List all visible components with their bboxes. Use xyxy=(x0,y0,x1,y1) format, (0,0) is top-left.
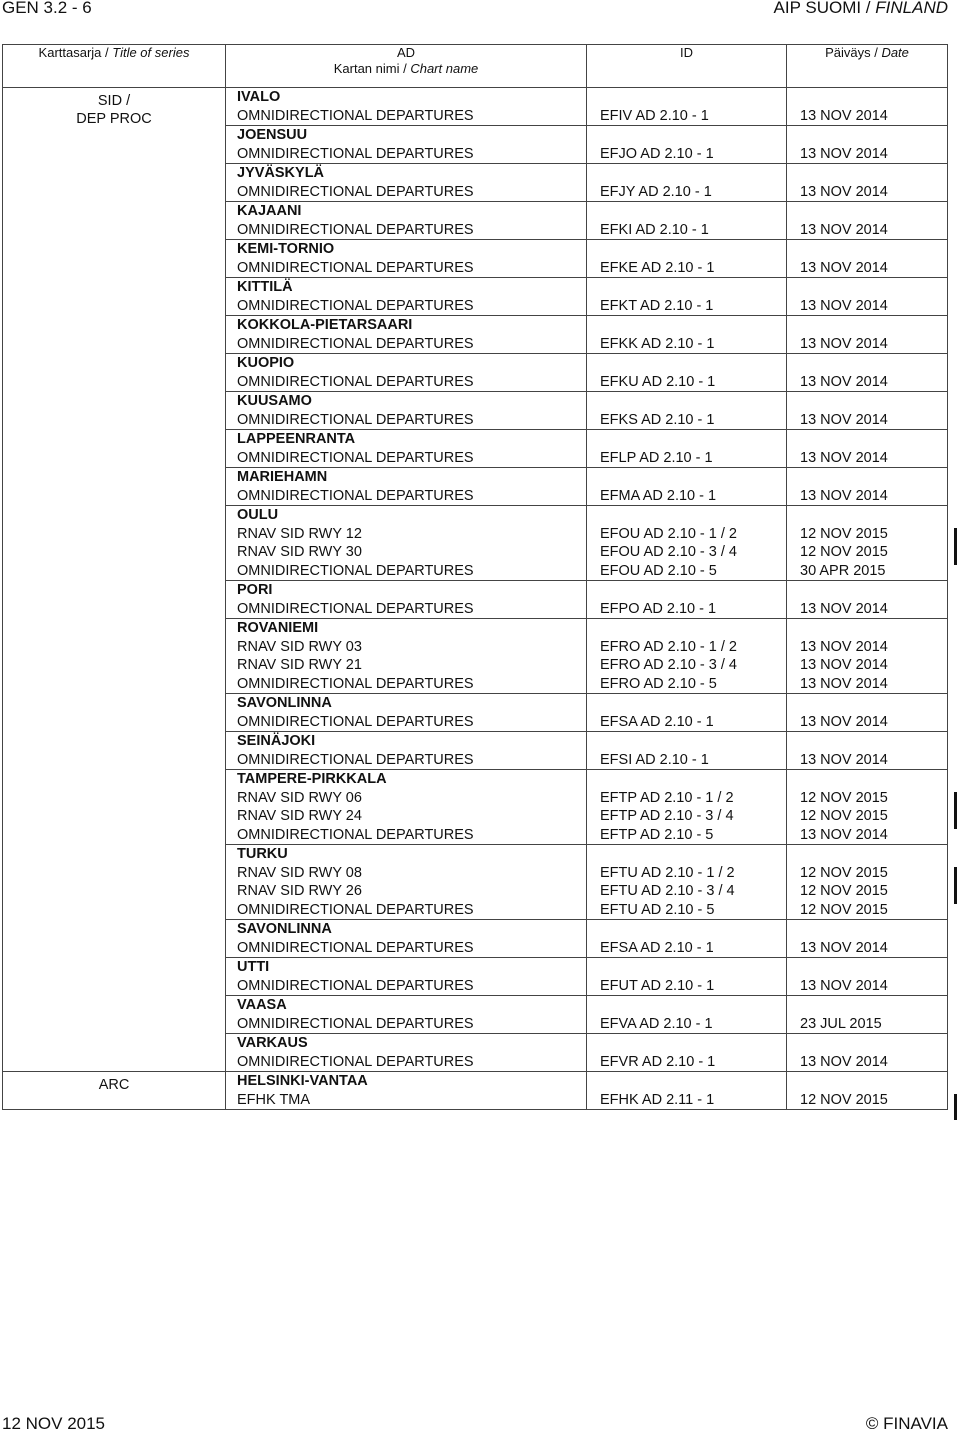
aerodrome-name: SAVONLINNA xyxy=(237,921,332,937)
chart-name-cell xyxy=(226,468,587,506)
chart-name: RNAV SID RWY 06 xyxy=(237,789,362,806)
header-date-fi: Päiväys / xyxy=(825,45,882,60)
chart-date: 13 NOV 2014 xyxy=(800,259,888,276)
publication-country: FINLAND xyxy=(875,0,948,17)
table-row xyxy=(3,1072,948,1110)
chart-date: 12 NOV 2015 xyxy=(800,864,888,881)
table-header-row xyxy=(3,45,948,88)
aerodrome-name: KAJAANI xyxy=(237,203,302,219)
chart-date: 13 NOV 2014 xyxy=(800,638,888,655)
aerodrome-name: TAMPERE-PIRKKALA xyxy=(237,771,387,787)
header-date xyxy=(787,45,948,88)
chart-name-cell xyxy=(226,619,587,694)
chart-id: EFUT AD 2.10 - 1 xyxy=(600,977,715,994)
chart-id: EFTP AD 2.10 - 5 xyxy=(600,826,714,843)
chart-id: EFJY AD 2.10 - 1 xyxy=(600,183,712,200)
chart-date: 12 NOV 2015 xyxy=(800,901,888,918)
chart-name: RNAV SID RWY 24 xyxy=(237,808,362,824)
chart-date-cell xyxy=(787,1072,948,1110)
header-id: ID xyxy=(587,45,787,88)
header-title-of-series xyxy=(3,45,226,88)
chart-name: OMNIDIRECTIONAL DEPARTURES xyxy=(237,1053,474,1070)
chart-id: EFMA AD 2.10 - 1 xyxy=(600,487,717,504)
chart-id-cell xyxy=(587,506,787,581)
chart-name: OMNIDIRECTIONAL DEPARTURES xyxy=(237,259,474,276)
chart-date-cell xyxy=(787,770,948,845)
chart-name-cell xyxy=(226,506,587,581)
aerodrome-name: UTTI xyxy=(237,959,270,975)
aerodrome-name: VAASA xyxy=(237,997,287,1013)
chart-id: EFTU AD 2.10 - 1 / 2 xyxy=(600,864,735,881)
chart-date-cell xyxy=(787,164,948,202)
chart-id-cell xyxy=(587,996,787,1034)
aerodrome-name: KEMI-TORNIO xyxy=(237,241,335,257)
chart-date-cell xyxy=(787,619,948,694)
chart-id-cell xyxy=(587,694,787,732)
chart-date: 13 NOV 2014 xyxy=(800,939,888,956)
aerodrome-name: OULU xyxy=(237,507,279,523)
chart-id: EFOU AD 2.10 - 3 / 4 xyxy=(600,544,737,560)
chart-date: 13 NOV 2014 xyxy=(800,713,888,730)
chart-date-cell xyxy=(787,392,948,430)
aerodrome-name: SEINÄJOKI xyxy=(237,733,316,749)
chart-id: EFRO AD 2.10 - 5 xyxy=(600,675,717,692)
chart-id: EFOU AD 2.10 - 1 / 2 xyxy=(600,525,737,542)
chart-id: EFVA AD 2.10 - 1 xyxy=(600,1015,713,1032)
chart-name-cell xyxy=(226,354,587,392)
chart-name-cell xyxy=(226,732,587,770)
chart-id-cell xyxy=(587,920,787,958)
chart-id: EFKI AD 2.10 - 1 xyxy=(600,221,709,238)
chart-name: OMNIDIRECTIONAL DEPARTURES xyxy=(237,221,474,238)
chart-name: RNAV SID RWY 12 xyxy=(237,525,362,542)
chart-id: EFKK AD 2.10 - 1 xyxy=(600,335,715,352)
chart-name-cell xyxy=(226,164,587,202)
chart-date-cell xyxy=(787,732,948,770)
chart-date: 13 NOV 2014 xyxy=(800,411,888,428)
chart-id-cell xyxy=(587,1072,787,1110)
chart-id: EFTP AD 2.10 - 3 / 4 xyxy=(600,808,734,824)
aerodrome-name: KUOPIO xyxy=(237,355,295,371)
chart-id-cell xyxy=(587,354,787,392)
aerodrome-name: TURKU xyxy=(237,846,288,862)
chart-date-cell xyxy=(787,506,948,581)
chart-id: EFSI AD 2.10 - 1 xyxy=(600,751,709,768)
chart-name-cell xyxy=(226,845,587,920)
chart-name: RNAV SID RWY 21 xyxy=(237,657,362,673)
chart-name-cell xyxy=(226,958,587,996)
chart-id: EFRO AD 2.10 - 1 / 2 xyxy=(600,638,737,655)
chart-date-cell xyxy=(787,278,948,316)
chart-name-cell xyxy=(226,316,587,354)
amendment-bar xyxy=(954,1094,957,1120)
chart-name: OMNIDIRECTIONAL DEPARTURES xyxy=(237,562,474,579)
page-number: GEN 3.2 - 6 xyxy=(2,0,92,17)
chart-id-cell xyxy=(587,240,787,278)
chart-date-cell xyxy=(787,845,948,920)
chart-name: OMNIDIRECTIONAL DEPARTURES xyxy=(237,335,474,352)
chart-name: RNAV SID RWY 03 xyxy=(237,638,362,655)
chart-name: OMNIDIRECTIONAL DEPARTURES xyxy=(237,826,474,843)
chart-index-table xyxy=(2,44,948,1110)
chart-name: OMNIDIRECTIONAL DEPARTURES xyxy=(237,297,474,314)
header-chart-fi: Kartan nimi / xyxy=(333,61,411,76)
chart-name: RNAV SID RWY 26 xyxy=(237,883,362,899)
chart-id-cell xyxy=(587,88,787,126)
chart-name-cell xyxy=(226,770,587,845)
chart-id-cell xyxy=(587,392,787,430)
chart-id-cell xyxy=(587,619,787,694)
chart-date-cell xyxy=(787,126,948,164)
chart-date: 23 JUL 2015 xyxy=(800,1015,882,1032)
chart-date: 13 NOV 2014 xyxy=(800,977,888,994)
chart-date: 12 NOV 2015 xyxy=(800,808,888,824)
header-date-en: Date xyxy=(881,45,909,60)
chart-date: 13 NOV 2014 xyxy=(800,373,888,390)
publication-prefix: AIP SUOMI / xyxy=(773,0,876,17)
chart-id: EFSA AD 2.10 - 1 xyxy=(600,713,714,730)
chart-name: OMNIDIRECTIONAL DEPARTURES xyxy=(237,939,474,956)
chart-id: EFPO AD 2.10 - 1 xyxy=(600,600,717,617)
aerodrome-name: SAVONLINNA xyxy=(237,695,332,711)
chart-id: EFRO AD 2.10 - 3 / 4 xyxy=(600,657,737,673)
chart-date-cell xyxy=(787,202,948,240)
chart-name: OMNIDIRECTIONAL DEPARTURES xyxy=(237,183,474,200)
aerodrome-name: KUUSAMO xyxy=(237,393,312,409)
aerodrome-name: JOENSUU xyxy=(237,127,308,143)
chart-name: RNAV SID RWY 30 xyxy=(237,544,362,560)
chart-date: 13 NOV 2014 xyxy=(800,221,888,238)
chart-id: EFKS AD 2.10 - 1 xyxy=(600,411,715,428)
chart-name-cell xyxy=(226,392,587,430)
chart-date: 13 NOV 2014 xyxy=(800,657,888,673)
chart-date-cell xyxy=(787,996,948,1034)
chart-date: 12 NOV 2015 xyxy=(800,789,888,806)
chart-name-cell xyxy=(226,278,587,316)
chart-date: 13 NOV 2014 xyxy=(800,107,888,124)
chart-id: EFSA AD 2.10 - 1 xyxy=(600,939,714,956)
chart-id: EFKE AD 2.10 - 1 xyxy=(600,259,715,276)
chart-date-cell xyxy=(787,88,948,126)
chart-id-cell xyxy=(587,430,787,468)
chart-id: EFTP AD 2.10 - 1 / 2 xyxy=(600,789,734,806)
chart-date-cell xyxy=(787,430,948,468)
chart-date: 12 NOV 2015 xyxy=(800,1091,888,1108)
chart-id-cell xyxy=(587,845,787,920)
chart-name: OMNIDIRECTIONAL DEPARTURES xyxy=(237,449,474,466)
chart-name: OMNIDIRECTIONAL DEPARTURES xyxy=(237,675,474,692)
aerodrome-name: LAPPEENRANTA xyxy=(237,431,356,447)
chart-id-cell xyxy=(587,732,787,770)
chart-date-cell xyxy=(787,316,948,354)
chart-id-cell xyxy=(587,126,787,164)
chart-date: 13 NOV 2014 xyxy=(800,297,888,314)
chart-name: RNAV SID RWY 08 xyxy=(237,864,362,881)
chart-date: 12 NOV 2015 xyxy=(800,883,888,899)
chart-name: OMNIDIRECTIONAL DEPARTURES xyxy=(237,1015,474,1032)
amendment-bar xyxy=(954,867,957,904)
chart-id: EFVR AD 2.10 - 1 xyxy=(600,1053,716,1070)
chart-name-cell xyxy=(226,126,587,164)
chart-date-cell xyxy=(787,354,948,392)
table-row xyxy=(3,88,948,126)
chart-date-cell xyxy=(787,694,948,732)
chart-date: 13 NOV 2014 xyxy=(800,826,888,843)
aerodrome-name: HELSINKI-VANTAA xyxy=(237,1073,368,1089)
chart-date-cell xyxy=(787,240,948,278)
aerodrome-name: KOKKOLA-PIETARSAARI xyxy=(237,317,413,333)
chart-name: EFHK TMA xyxy=(237,1091,311,1108)
chart-name-cell xyxy=(226,240,587,278)
chart-date: 12 NOV 2015 xyxy=(800,544,888,560)
series-sid-dep-proc xyxy=(3,88,226,1072)
publication-title xyxy=(774,0,948,18)
chart-id-cell xyxy=(587,770,787,845)
chart-date: 13 NOV 2014 xyxy=(800,1053,888,1070)
header-chart-name xyxy=(226,45,587,88)
footer-date: 12 NOV 2015 xyxy=(2,1414,106,1433)
series-arc xyxy=(3,1072,226,1110)
chart-date: 13 NOV 2014 xyxy=(800,145,888,162)
chart-id: EFKT AD 2.10 - 1 xyxy=(600,297,714,314)
chart-name: OMNIDIRECTIONAL DEPARTURES xyxy=(237,901,474,918)
header-ad: AD xyxy=(396,45,416,60)
chart-id-cell xyxy=(587,278,787,316)
chart-name: OMNIDIRECTIONAL DEPARTURES xyxy=(237,751,474,768)
chart-date: 13 NOV 2014 xyxy=(800,335,888,352)
chart-id: EFHK AD 2.11 - 1 xyxy=(600,1091,715,1108)
chart-id: EFIV AD 2.10 - 1 xyxy=(600,107,709,124)
chart-name-cell xyxy=(226,1072,587,1110)
chart-date: 13 NOV 2014 xyxy=(800,600,888,617)
aerodrome-name: ROVANIEMI xyxy=(237,620,319,636)
chart-id: EFTU AD 2.10 - 5 xyxy=(600,901,715,918)
chart-name-cell xyxy=(226,202,587,240)
aerodrome-name: KITTILÄ xyxy=(237,279,293,295)
chart-date: 13 NOV 2014 xyxy=(800,675,888,692)
chart-name: OMNIDIRECTIONAL DEPARTURES xyxy=(237,487,474,504)
chart-name: OMNIDIRECTIONAL DEPARTURES xyxy=(237,107,474,124)
chart-date-cell xyxy=(787,920,948,958)
chart-id-cell xyxy=(587,202,787,240)
chart-id-cell xyxy=(587,164,787,202)
chart-name-cell xyxy=(226,430,587,468)
chart-name: OMNIDIRECTIONAL DEPARTURES xyxy=(237,977,474,994)
chart-id: EFLP AD 2.10 - 1 xyxy=(600,449,713,466)
chart-id-cell xyxy=(587,958,787,996)
aerodrome-name: VARKAUS xyxy=(237,1035,308,1051)
chart-name: OMNIDIRECTIONAL DEPARTURES xyxy=(237,145,474,162)
chart-date: 13 NOV 2014 xyxy=(800,487,888,504)
aerodrome-name: PORI xyxy=(237,582,273,598)
aerodrome-name: IVALO xyxy=(237,89,281,105)
series-label-line1: SID / xyxy=(97,93,131,109)
footer-copyright: © FINAVIA xyxy=(865,1414,948,1433)
series-label-arc: ARC xyxy=(98,1077,130,1093)
series-label-line2: DEP PROC xyxy=(76,111,152,127)
header-chart-en: Chart name xyxy=(410,61,479,76)
chart-id: EFOU AD 2.10 - 5 xyxy=(600,562,717,579)
chart-id: EFKU AD 2.10 - 1 xyxy=(600,373,716,390)
chart-id-cell xyxy=(587,581,787,619)
chart-date-cell xyxy=(787,958,948,996)
chart-name-cell xyxy=(226,694,587,732)
chart-name: OMNIDIRECTIONAL DEPARTURES xyxy=(237,600,474,617)
chart-date-cell xyxy=(787,468,948,506)
header-series-fi: Karttasarja / xyxy=(38,45,113,60)
amendment-bar xyxy=(954,528,957,565)
chart-name: OMNIDIRECTIONAL DEPARTURES xyxy=(237,411,474,428)
chart-name-cell xyxy=(226,920,587,958)
chart-name-cell xyxy=(226,1034,587,1072)
chart-id-cell xyxy=(587,1034,787,1072)
chart-id-cell xyxy=(587,468,787,506)
aerodrome-name: MARIEHAMN xyxy=(237,469,328,485)
chart-id-cell xyxy=(587,316,787,354)
chart-name-cell xyxy=(226,996,587,1034)
chart-name: OMNIDIRECTIONAL DEPARTURES xyxy=(237,373,474,390)
chart-date: 13 NOV 2014 xyxy=(800,751,888,768)
amendment-bar xyxy=(954,792,957,829)
chart-date-cell xyxy=(787,581,948,619)
chart-date: 13 NOV 2014 xyxy=(800,449,888,466)
chart-name-cell xyxy=(226,88,587,126)
chart-id: EFTU AD 2.10 - 3 / 4 xyxy=(600,883,735,899)
chart-date: 12 NOV 2015 xyxy=(800,525,888,542)
chart-id: EFJO AD 2.10 - 1 xyxy=(600,145,714,162)
chart-date-cell xyxy=(787,1034,948,1072)
chart-name-cell xyxy=(226,581,587,619)
header-series-en: Title of series xyxy=(112,45,190,60)
aerodrome-name: JYVÄSKYLÄ xyxy=(237,165,325,181)
chart-date: 13 NOV 2014 xyxy=(800,183,888,200)
chart-date: 30 APR 2015 xyxy=(800,562,886,579)
chart-name: OMNIDIRECTIONAL DEPARTURES xyxy=(237,713,474,730)
